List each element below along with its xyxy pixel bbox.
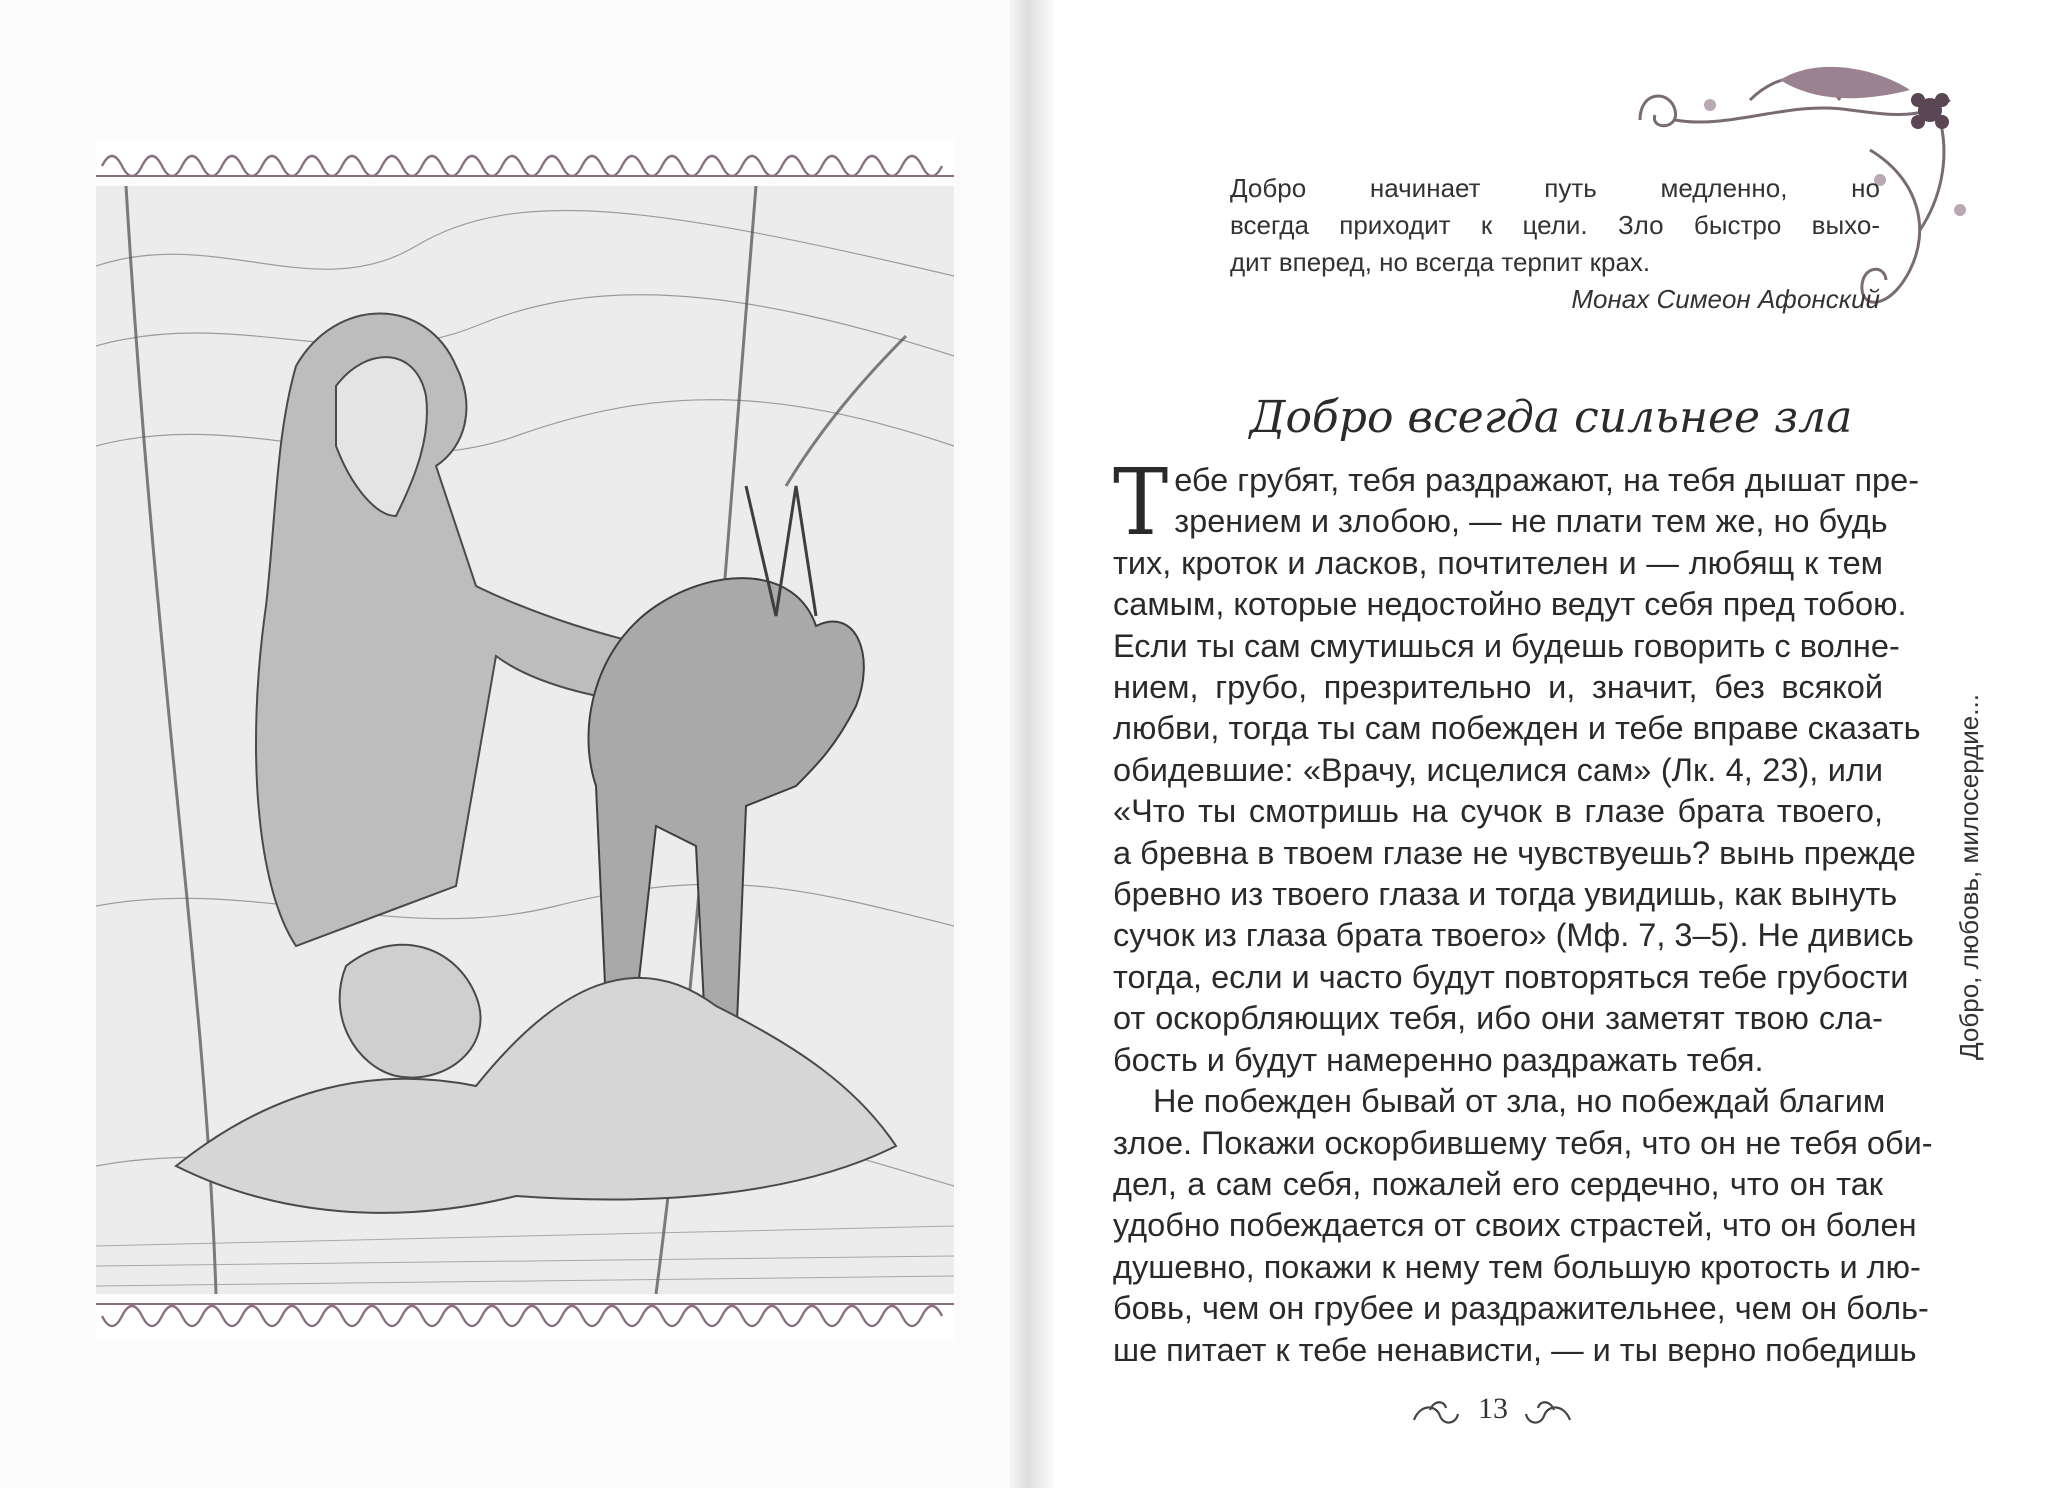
epigraph-line: дит вперед, но всегда терпит крах. (1230, 247, 1651, 277)
text-line: бость и будут намеренно раздражать тебя. (1113, 1041, 1764, 1078)
epigraph-line: Добро начинает путь медленно, но (1230, 173, 1880, 203)
text-line: душевно, покажи к нему тем большую кротость и лю- (1113, 1248, 1921, 1285)
chapter-title: Добро всегда сильнее зла (1249, 392, 1853, 443)
paragraph-2 (1113, 1081, 1933, 1371)
text-line: ебе грубят, тебя раздражают, на тебя дышат пре- (1174, 462, 1920, 498)
text-line: сучок из глаза брата твоего» (Мф. 7, 3–5). Не дивись (1113, 917, 1914, 954)
text-line: бовь, чем он грубее и раздражительнее, чем он боль- (1113, 1290, 1929, 1327)
text-line: от оскорбляющих тебя, ибо они заметят твою сла- (1113, 1000, 1883, 1037)
drop-cap: Т (1113, 449, 1169, 556)
text-line: дел, а сам себя, пожалей его сердечно, что он так (1113, 1165, 1883, 1202)
text-line: самым, которые недостойно ведут себя пред тобою. (1113, 586, 1907, 623)
text-line: а бревна в твоем глазе не чувствуешь? вынь прежде (1113, 834, 1916, 871)
text-line: любви, тогда ты сам побежден и тебе вправе сказать (1113, 710, 1921, 747)
body-text (1113, 449, 1933, 1371)
good-samaritan-engraving (96, 186, 954, 1294)
folio-ornament-right-icon (1522, 1396, 1574, 1428)
text-line: тогда, если и часто будут повторяться тебе грубости (1113, 958, 1909, 995)
epigraph-line: всегда приходит к цели. Зло быстро выхо- (1230, 210, 1880, 240)
paragraph-1 (1113, 449, 1921, 1081)
illustration-frame (96, 140, 954, 1340)
page-number-block (1410, 1392, 1580, 1432)
text-line: обидевшие: «Врачу, исцелися сам» (Лк. 4, 23), или (1113, 751, 1883, 788)
epigraph (1230, 170, 1880, 318)
text-line: «Что ты смотришь на сучок в глазе брата твоего, (1113, 793, 1883, 830)
text-line: нием, грубо, презрительно и, значит, без всякой (1113, 669, 1883, 706)
text-line: ше питает к тебе ненависти, — и ты верно победишь (1113, 1331, 1917, 1368)
text-line: тих, кроток и ласков, почтителен и — любящ к тем (1113, 544, 1883, 581)
ornamental-border-top (96, 140, 954, 178)
left-page (0, 0, 1010, 1488)
text-line: Если ты сам смутишься и будешь говорить с волне- (1113, 627, 1900, 664)
epigraph-author: Монах Симеон Афонский (1571, 284, 1880, 314)
text-line: зрением и злобою, — не плати тем же, но будь (1174, 503, 1888, 540)
text-line: бревно из твоего глаза и тогда увидишь, как вынуть (1113, 876, 1898, 913)
page-number: 13 (1478, 1392, 1508, 1425)
text-line: удобно побеждается от своих страстей, что он болен (1113, 1207, 1917, 1244)
text-line: Не побежден бывай от зла, но побеждай благим (1153, 1083, 1886, 1120)
running-side-caption: Добро, любовь, милосердие... (1954, 694, 1984, 1060)
folio-ornament-left-icon (1410, 1396, 1462, 1428)
text-line: злое. Покажи оскорбившему тебя, что он не тебя оби- (1113, 1124, 1933, 1161)
book-gutter (1010, 0, 1054, 1488)
ornamental-border-bottom (96, 1302, 954, 1340)
